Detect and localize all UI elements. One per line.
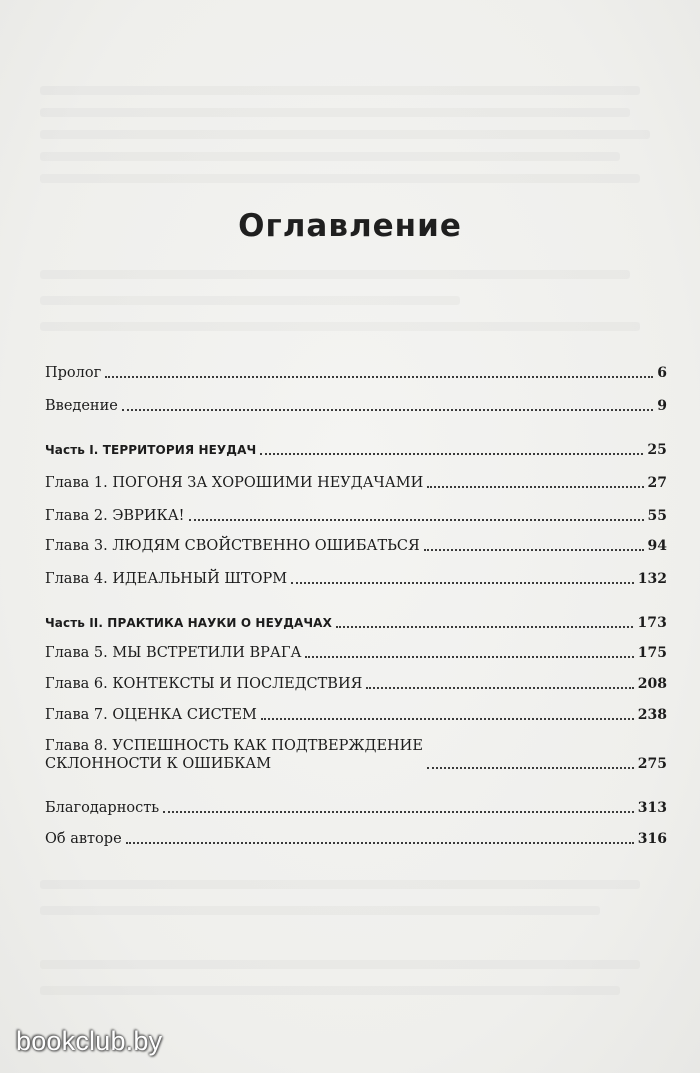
page-title: Оглавление — [238, 208, 462, 244]
toc-entry-page: 55 — [647, 508, 667, 524]
toc-entry-page: 238 — [637, 707, 667, 723]
toc-entry-page: 27 — [647, 475, 667, 491]
toc-entry-label: Введение — [45, 398, 118, 414]
toc-entry-acknowledgements — [45, 799, 667, 817]
toc-entry-page: 175 — [637, 645, 667, 661]
toc-entry-page: 313 — [637, 800, 667, 816]
dot-leader — [105, 376, 653, 378]
toc-entry-page: 6 — [657, 365, 667, 381]
toc-entry-chapter-6 — [45, 675, 667, 693]
dot-leader — [126, 842, 634, 844]
toc-entry-label: Об авторе — [45, 831, 122, 847]
toc-entry-about-author — [45, 830, 667, 848]
bleed-through-line — [40, 906, 600, 915]
bleed-through-line — [40, 296, 460, 305]
dot-leader — [163, 811, 634, 813]
dot-leader — [260, 453, 643, 455]
bleed-through-line — [40, 86, 640, 95]
toc-entry-label-line2: СКЛОННОСТИ К ОШИБКАМ — [45, 756, 272, 772]
toc-entry-label: Пролог — [45, 365, 102, 381]
bleed-through-line — [40, 986, 620, 995]
toc-entry-introduction — [45, 397, 667, 415]
toc-entry-label: Благодарность — [45, 800, 160, 816]
dot-leader — [336, 626, 634, 628]
bleed-through-line — [40, 108, 630, 117]
bleed-through-line — [40, 880, 640, 889]
dot-leader — [305, 656, 633, 658]
toc-entry-page: 9 — [657, 398, 667, 414]
toc-entry-label-block — [45, 737, 423, 773]
toc-entry-label: Глава 1. ПОГОНЯ ЗА ХОРОШИМИ НЕУДАЧАМИ — [45, 475, 424, 491]
bleed-through-line — [40, 322, 640, 331]
toc-entry-label: Глава 2. ЭВРИКА! — [45, 508, 185, 524]
toc-entry-chapter-8 — [45, 737, 667, 773]
toc-entry-label: Глава 5. МЫ ВСТРЕТИЛИ ВРАГА — [45, 645, 302, 661]
toc-entry-label: Часть I. ТЕРРИТОРИЯ НЕУДАЧ — [45, 443, 257, 457]
dot-leader — [291, 582, 634, 584]
toc-entry-page: 25 — [647, 442, 667, 458]
toc-entry-page: 173 — [637, 615, 667, 631]
toc-entry-page: 316 — [637, 831, 667, 847]
dot-leader — [424, 549, 644, 551]
toc-entry-label: Глава 4. ИДЕАЛЬНЫЙ ШТОРМ — [45, 571, 288, 587]
toc-entry-page: 275 — [637, 756, 667, 772]
dot-leader — [261, 718, 634, 720]
toc-entry-chapter-7 — [45, 706, 667, 724]
dot-leader — [122, 409, 653, 411]
bleed-through-line — [40, 152, 620, 161]
toc-entry-page: 94 — [647, 538, 667, 554]
bleed-through-line — [40, 960, 640, 969]
toc-entry-label: Глава 7. ОЦЕНКА СИСТЕМ — [45, 707, 257, 723]
toc-entry-page: 132 — [637, 571, 667, 587]
toc-entry-chapter-5 — [45, 644, 667, 662]
toc-entry-label: Часть II. ПРАКТИКА НАУКИ О НЕУДАЧАХ — [45, 616, 332, 630]
toc-entry-label: Глава 6. КОНТЕКСТЫ И ПОСЛЕДСТВИЯ — [45, 676, 363, 692]
toc-entry-chapter-2 — [45, 507, 667, 525]
toc-entry-prologue — [45, 364, 667, 382]
toc-entry-chapter-4 — [45, 570, 667, 588]
toc-entry-chapter-3 — [45, 537, 667, 555]
toc-entry-label: Глава 3. ЛЮДЯМ СВОЙСТВЕННО ОШИБАТЬСЯ — [45, 538, 420, 554]
bleed-through-line — [40, 270, 630, 279]
toc-entry-label: Глава 8. УСПЕШНОСТЬ КАК ПОДТВЕРЖДЕНИЕ — [45, 738, 423, 754]
site-watermark: bookclub.by — [16, 1026, 163, 1056]
toc-entry-part-1 — [45, 441, 667, 459]
dot-leader — [366, 687, 633, 689]
dot-leader — [189, 519, 644, 521]
toc-entry-part-2 — [45, 614, 667, 632]
bleed-through-line — [40, 130, 650, 139]
dot-leader — [427, 486, 643, 488]
toc-entry-chapter-1 — [45, 474, 667, 492]
bleed-through-line — [40, 174, 640, 183]
toc-entry-page: 208 — [637, 676, 667, 692]
dot-leader — [427, 767, 634, 769]
